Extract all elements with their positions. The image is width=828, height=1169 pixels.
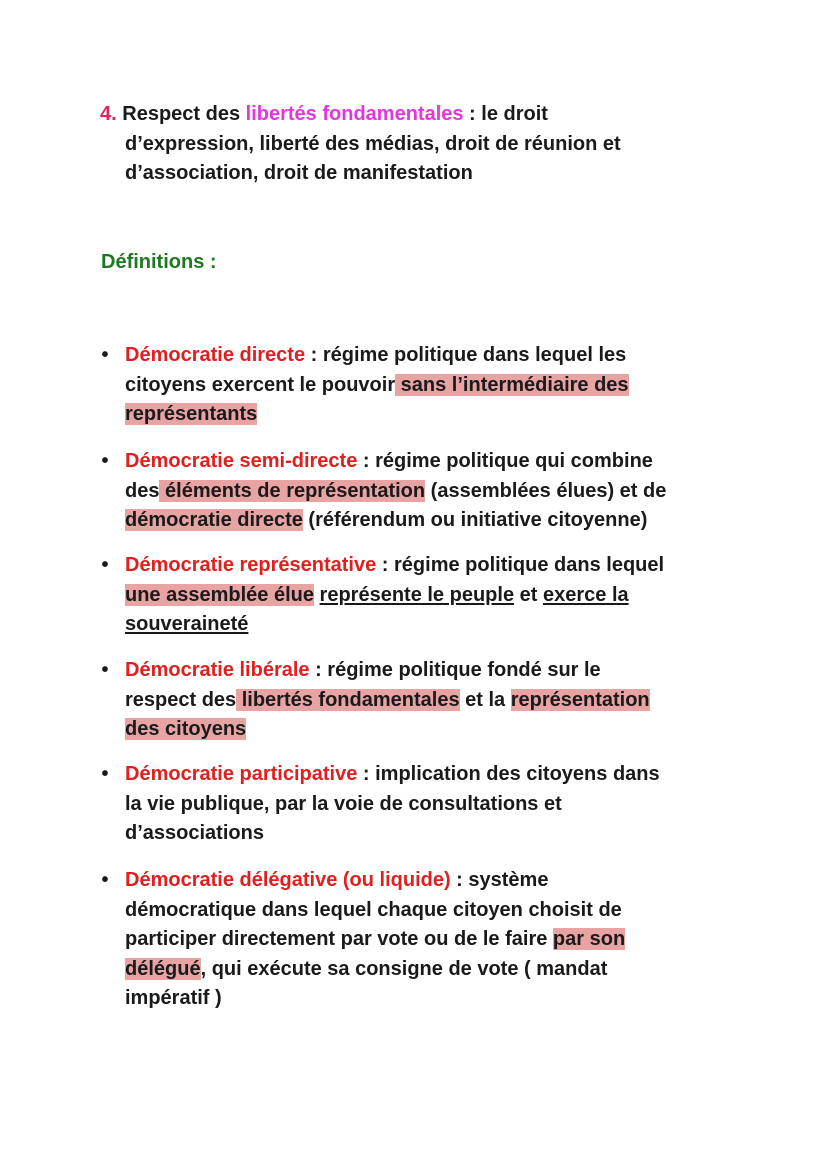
highlighted-text: éléments de représentation	[159, 479, 426, 502]
point-4-lead: Respect des	[122, 103, 241, 125]
definition-body	[125, 447, 745, 536]
definition-line	[125, 447, 745, 477]
definition-line	[125, 866, 745, 896]
definition-term: Démocratie participative	[125, 763, 358, 785]
underlined-text: exerce la	[542, 583, 629, 606]
highlighted-text: libertés fondamentales	[236, 688, 460, 711]
definition-line	[125, 610, 745, 640]
point-4-rest: : le droit	[463, 103, 548, 125]
point-4-line-3: d’association, droit de manifestation	[125, 162, 473, 184]
highlighted-text: une assemblée élue	[125, 583, 314, 606]
definition-line	[125, 686, 745, 716]
definition-text: : système	[450, 869, 549, 891]
definition-term: Démocratie libérale	[125, 659, 310, 681]
underlined-text: représente le peuple	[319, 583, 515, 606]
definition-line: démocratique dans lequel chaque citoyen choisit de	[125, 898, 622, 921]
definition-line	[125, 581, 745, 611]
definition-line	[125, 551, 745, 581]
point-4-line-1	[100, 100, 740, 130]
definition-body	[125, 341, 745, 430]
definition-body	[125, 760, 745, 849]
definition-line	[125, 715, 745, 745]
definition-text: : implication des citoyens dans	[357, 763, 660, 785]
definition-line: la vie publique, par la voie de consultations et	[125, 792, 562, 815]
definition-line	[125, 656, 745, 686]
definition-line	[125, 760, 745, 790]
highlighted-text: délégué	[125, 957, 201, 980]
highlighted-text: des citoyens	[125, 718, 247, 740]
definition-text: (référendum ou initiative citoyenne)	[302, 509, 648, 531]
highlighted-text: sans l’intermédiaire des	[395, 373, 629, 396]
point-4-line-2: d’expression, liberté des médias, droit de réunion et	[125, 132, 621, 155]
definition-text: : régime politique dans lequel les	[305, 344, 627, 366]
definition-line	[125, 955, 745, 985]
definition-term: Démocratie directe	[125, 344, 306, 366]
definition-line: impératif )	[125, 987, 222, 1009]
definition-line	[125, 506, 745, 536]
definition-text: : régime politique qui combine	[357, 450, 653, 472]
definition-text: : régime politique dans lequel	[376, 554, 665, 576]
highlighted-text: par son	[552, 928, 626, 950]
definition-line	[125, 925, 745, 955]
underlined-text: souveraineté	[125, 613, 249, 635]
definition-text: (assemblées élues) et de	[425, 479, 667, 502]
definition-text: et	[514, 583, 543, 606]
bullet-icon: •	[101, 763, 109, 785]
bullet-icon: •	[101, 344, 109, 366]
definition-body	[125, 656, 745, 745]
bullet-icon: •	[101, 554, 109, 576]
definition-text: respect des	[125, 688, 237, 711]
definition-line	[125, 477, 745, 507]
definitions-heading: Définitions :	[101, 251, 217, 273]
definition-line	[125, 400, 745, 430]
bullet-icon: •	[101, 659, 109, 681]
definition-text: : régime politique fondé sur le	[309, 659, 601, 681]
definition-line	[125, 371, 745, 401]
definition-text: , qui exécute sa consigne de vote ( mandat	[200, 957, 608, 980]
point-4-number: 4.	[100, 103, 117, 125]
definition-term: Démocratie semi-directe	[125, 450, 358, 472]
definition-body	[125, 866, 745, 1014]
definition-text: des	[125, 479, 160, 502]
bullet-icon: •	[101, 450, 109, 472]
definition-term: Démocratie délégative (ou liquide)	[125, 869, 451, 891]
definition-text: et la	[459, 688, 511, 711]
definition-text: participer directement par vote ou de le faire	[125, 928, 553, 950]
definition-body	[125, 551, 745, 640]
highlighted-text: démocratie directe	[125, 509, 303, 531]
point-4-highlight: libertés fondamentales	[245, 103, 464, 125]
definition-line: d’associations	[125, 822, 264, 844]
bullet-icon: •	[101, 869, 109, 891]
point-4	[100, 100, 740, 189]
highlighted-text: représentants	[125, 403, 258, 425]
definition-term: Démocratie représentative	[125, 554, 377, 576]
definition-text: citoyens exercent le pouvoir	[125, 373, 396, 396]
definition-line	[125, 341, 745, 371]
highlighted-text: représentation	[510, 688, 650, 711]
